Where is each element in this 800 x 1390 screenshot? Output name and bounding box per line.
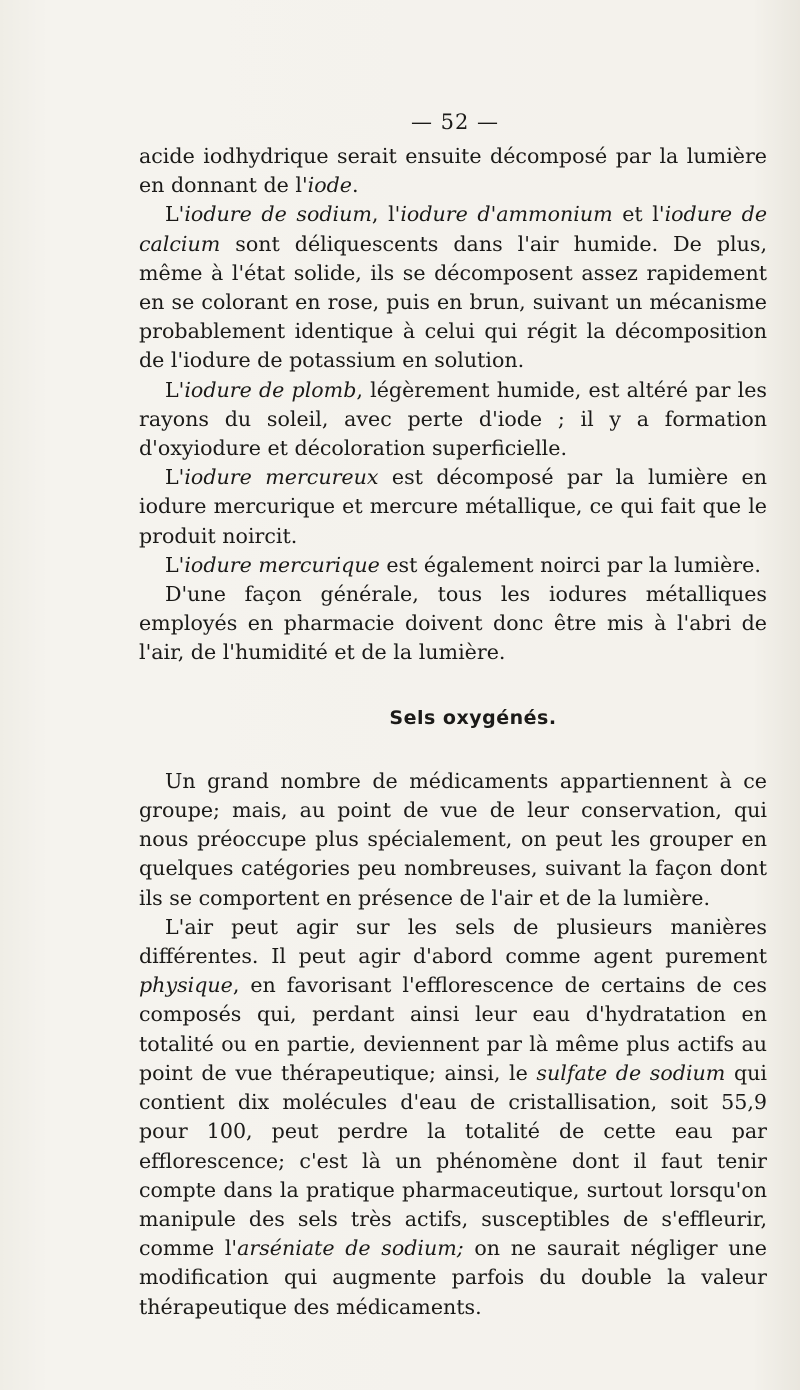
text-run: et l' xyxy=(612,202,665,227)
text-run: , en favorisant l'efflorescence de certains de ces composés qui, perdant ainsi leur eau d'hydratation en totalité ou en partie, deviennent par là même plus actifs au point de vue thérapeutique; ainsi, le xyxy=(139,973,767,1085)
paragraph-sels-oxygenes-intro: Un grand nombre de médicaments appartiennent à ce groupe; mais, au point de vue de leur conservation, qui nous préoccupe plus spécialement, on peut les grouper en quelques catégories peu nombreuses, suivant la façon dont ils se comportent en présence de l'air et de la lumière. xyxy=(139,768,767,910)
paragraph-iodures-deliquescents xyxy=(139,200,767,375)
paragraph-action-air xyxy=(139,913,767,1322)
text-run: sont déliquescents dans l'air humide. De plus, même à l'état solide, ils se décomposent assez rapidement en se colorant en rose, puis en brun, suivant un mécanisme probablement identique à celui qui régit la décomposition de l'iodure de potassium en solution. xyxy=(139,231,767,373)
text-run: qui contient dix molécules d'eau de cristallisation, soit 55,9 pour 100, peut perdre la totalité de cette eau par efflorescence; c'est là un phénomène dont il faut tenir compte dans la pratique pharmaceutique, surtout lorsqu'on manipule des sels très actifs, susceptibles de s'effleurir, comme l' xyxy=(139,1060,767,1261)
italic-term: iodure d'ammonium xyxy=(400,202,613,227)
text-run: , légèrement humide, est altéré par les rayons du soleil, avec perte d'iode ; il y a formation d'oxyiodure et décoloration superficielle. xyxy=(139,377,767,461)
text-run: est également noirci par la lumière. xyxy=(379,552,761,577)
paragraph-iodure-mercurique xyxy=(139,551,767,580)
text-run: L' xyxy=(165,552,185,577)
body-text xyxy=(139,142,767,1322)
text-run: , l' xyxy=(371,202,401,227)
text-run: L' xyxy=(165,377,185,402)
text-run: L'air peut agir sur les sels de plusieurs manières différentes. Il peut agir d'abord comme agent purement xyxy=(139,914,767,969)
paragraph-continuation xyxy=(139,142,767,200)
text-run: L' xyxy=(165,202,185,227)
text-run: acide iodhydrique serait ensuite décomposé par la lumière en donnant de l' xyxy=(139,144,767,198)
italic-term: iode xyxy=(307,173,352,198)
italic-term: iodure de sodium xyxy=(184,202,372,227)
italic-term: physique xyxy=(139,973,233,998)
paragraph-iodure-plomb xyxy=(139,376,767,464)
page-number: — 52 — xyxy=(410,110,500,134)
italic-term: iodure de plomb xyxy=(184,377,357,402)
text-run: on ne saurait négliger une modification qui augmente parfois du double la valeur thérapeutique des médicaments. xyxy=(139,1236,767,1319)
italic-term: arséniate de sodium; xyxy=(237,1236,464,1261)
italic-term: iodure de calcium xyxy=(139,202,768,256)
italic-term: iodure mercureux xyxy=(184,465,379,490)
italic-term: iodure mercurique xyxy=(184,552,380,577)
text-run: L' xyxy=(165,465,185,490)
text-run: . xyxy=(352,173,359,198)
section-heading: Sels oxygénés. xyxy=(389,706,557,729)
italic-term: sulfate de sodium xyxy=(536,1060,726,1085)
paragraph-conclusion-iodures: D'une façon générale, tous les iodures métalliques employés en pharmacie doivent donc être mis à l'abri de l'air, de l'humidité et de la lumière. xyxy=(139,582,767,665)
paragraph-iodure-mercureux xyxy=(139,463,767,551)
text-run: est décomposé par la lumière en iodure mercurique et mercure métallique, ce qui fait que le produit noircit. xyxy=(139,465,768,548)
